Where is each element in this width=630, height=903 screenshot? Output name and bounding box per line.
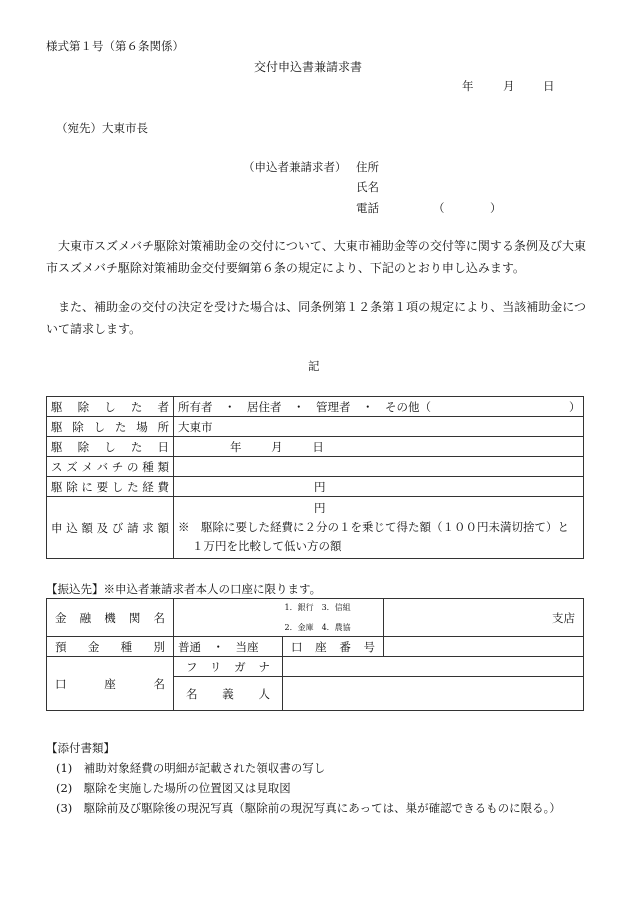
account-number-label: 口座番号 [283, 637, 384, 657]
furigana-label: フリガナ [174, 657, 283, 677]
branch-label: 支店 [552, 610, 575, 625]
deposit-type-options[interactable]: 普通 ・ 当座 [174, 637, 283, 657]
addressee: （宛先）大東市長 [56, 121, 148, 135]
application-table [46, 396, 584, 559]
phone-paren-open: （ [433, 201, 445, 215]
holder-label: 名義人 [174, 677, 283, 711]
removal-date-value[interactable] [174, 437, 584, 457]
holder-name-input[interactable] [283, 677, 584, 711]
deposit-type-label: 預金種別 [47, 637, 174, 657]
body-paragraph-1: 大東市スズメバチ駆除対策補助金の交付について、大東市補助金等の交付等に関する条例及び大東市スズメバチ駆除対策補助金交付要綱第６条の規定により、下記のとおり申し込みます。 [46, 239, 586, 275]
removal-month-label: 月 [271, 439, 283, 454]
removed-by-label: 駆除した者 [47, 397, 174, 417]
date-month-label: 月 [503, 79, 515, 93]
ki-heading: 記 [308, 359, 320, 373]
address-label: 住所 [356, 160, 379, 174]
location-label: 駆除した場所 [47, 417, 174, 437]
bank-table [46, 598, 584, 711]
furigana-input[interactable] [283, 657, 584, 677]
account-name-label: 口座名 [47, 657, 174, 711]
removal-year-label: 年 [230, 439, 242, 454]
form-number: 様式第１号（第６条関係） [46, 39, 184, 53]
phone-paren-close: ） [490, 201, 502, 215]
branch-input[interactable] [384, 599, 584, 637]
request-amount-label: 申込額及び請求額 [47, 497, 174, 559]
attachment-item: (3) 駆除前及び駆除後の現況写真（駆除前の現況写真にあっては、巣が確認できるものに限る。） [56, 801, 561, 815]
institution-type-options[interactable] [283, 599, 384, 637]
removal-cost-value[interactable] [174, 477, 584, 497]
institution-name-input[interactable] [174, 599, 283, 637]
body-paragraph-2: また、補助金の交付の決定を受けた場合は、同条例第１２条第１項の規定により、当該補助金について請求します。 [46, 300, 586, 336]
attachment-item: (1) 補助対象経費の明細が記載された領収書の写し [56, 761, 326, 775]
removal-date-label: 駆除した日 [47, 437, 174, 457]
name-label: 氏名 [356, 180, 379, 194]
request-amount-value[interactable] [174, 497, 584, 559]
location-value[interactable]: 大東市 [174, 417, 584, 437]
document-title: 交付申込書兼請求書 [254, 60, 363, 74]
removal-cost-label: 駆除に要した経費 [47, 477, 174, 497]
applicant-role: （申込者兼請求者） [243, 160, 347, 174]
institution-label: 金融機関名 [47, 599, 174, 637]
attachments-section [46, 738, 591, 818]
institution-type-line2: 2．金庫 4．農協 [284, 622, 351, 632]
hornet-type-value[interactable] [174, 457, 584, 477]
request-amount-note: ※ 駆除に要した経費に２分の１を乗じて得た額（１００円未満切捨て）と１万円を比較して低い方の額 [178, 520, 569, 553]
bank-heading: 【振込先】※申込者兼請求者本人の口座に限ります。 [46, 582, 322, 596]
attachment-item: (2) 駆除を実施した場所の位置図又は見取図 [56, 781, 291, 795]
date-year-label: 年 [462, 79, 474, 93]
removed-by-options[interactable]: 所有者 ・ 居住者 ・ 管理者 ・ その他（ ） [174, 397, 584, 417]
phone-label: 電話 [356, 201, 379, 215]
removal-day-label: 日 [312, 439, 324, 454]
account-number-input[interactable] [384, 637, 584, 657]
request-yen-unit: 円 [314, 501, 326, 515]
attachments-heading: 【添付書類】 [46, 741, 115, 755]
cost-yen-unit: 円 [314, 479, 326, 494]
hornet-type-label: スズメバチの種類 [47, 457, 174, 477]
date-day-label: 日 [543, 79, 555, 93]
institution-type-line1: 1．銀行 3．信組 [284, 602, 351, 612]
